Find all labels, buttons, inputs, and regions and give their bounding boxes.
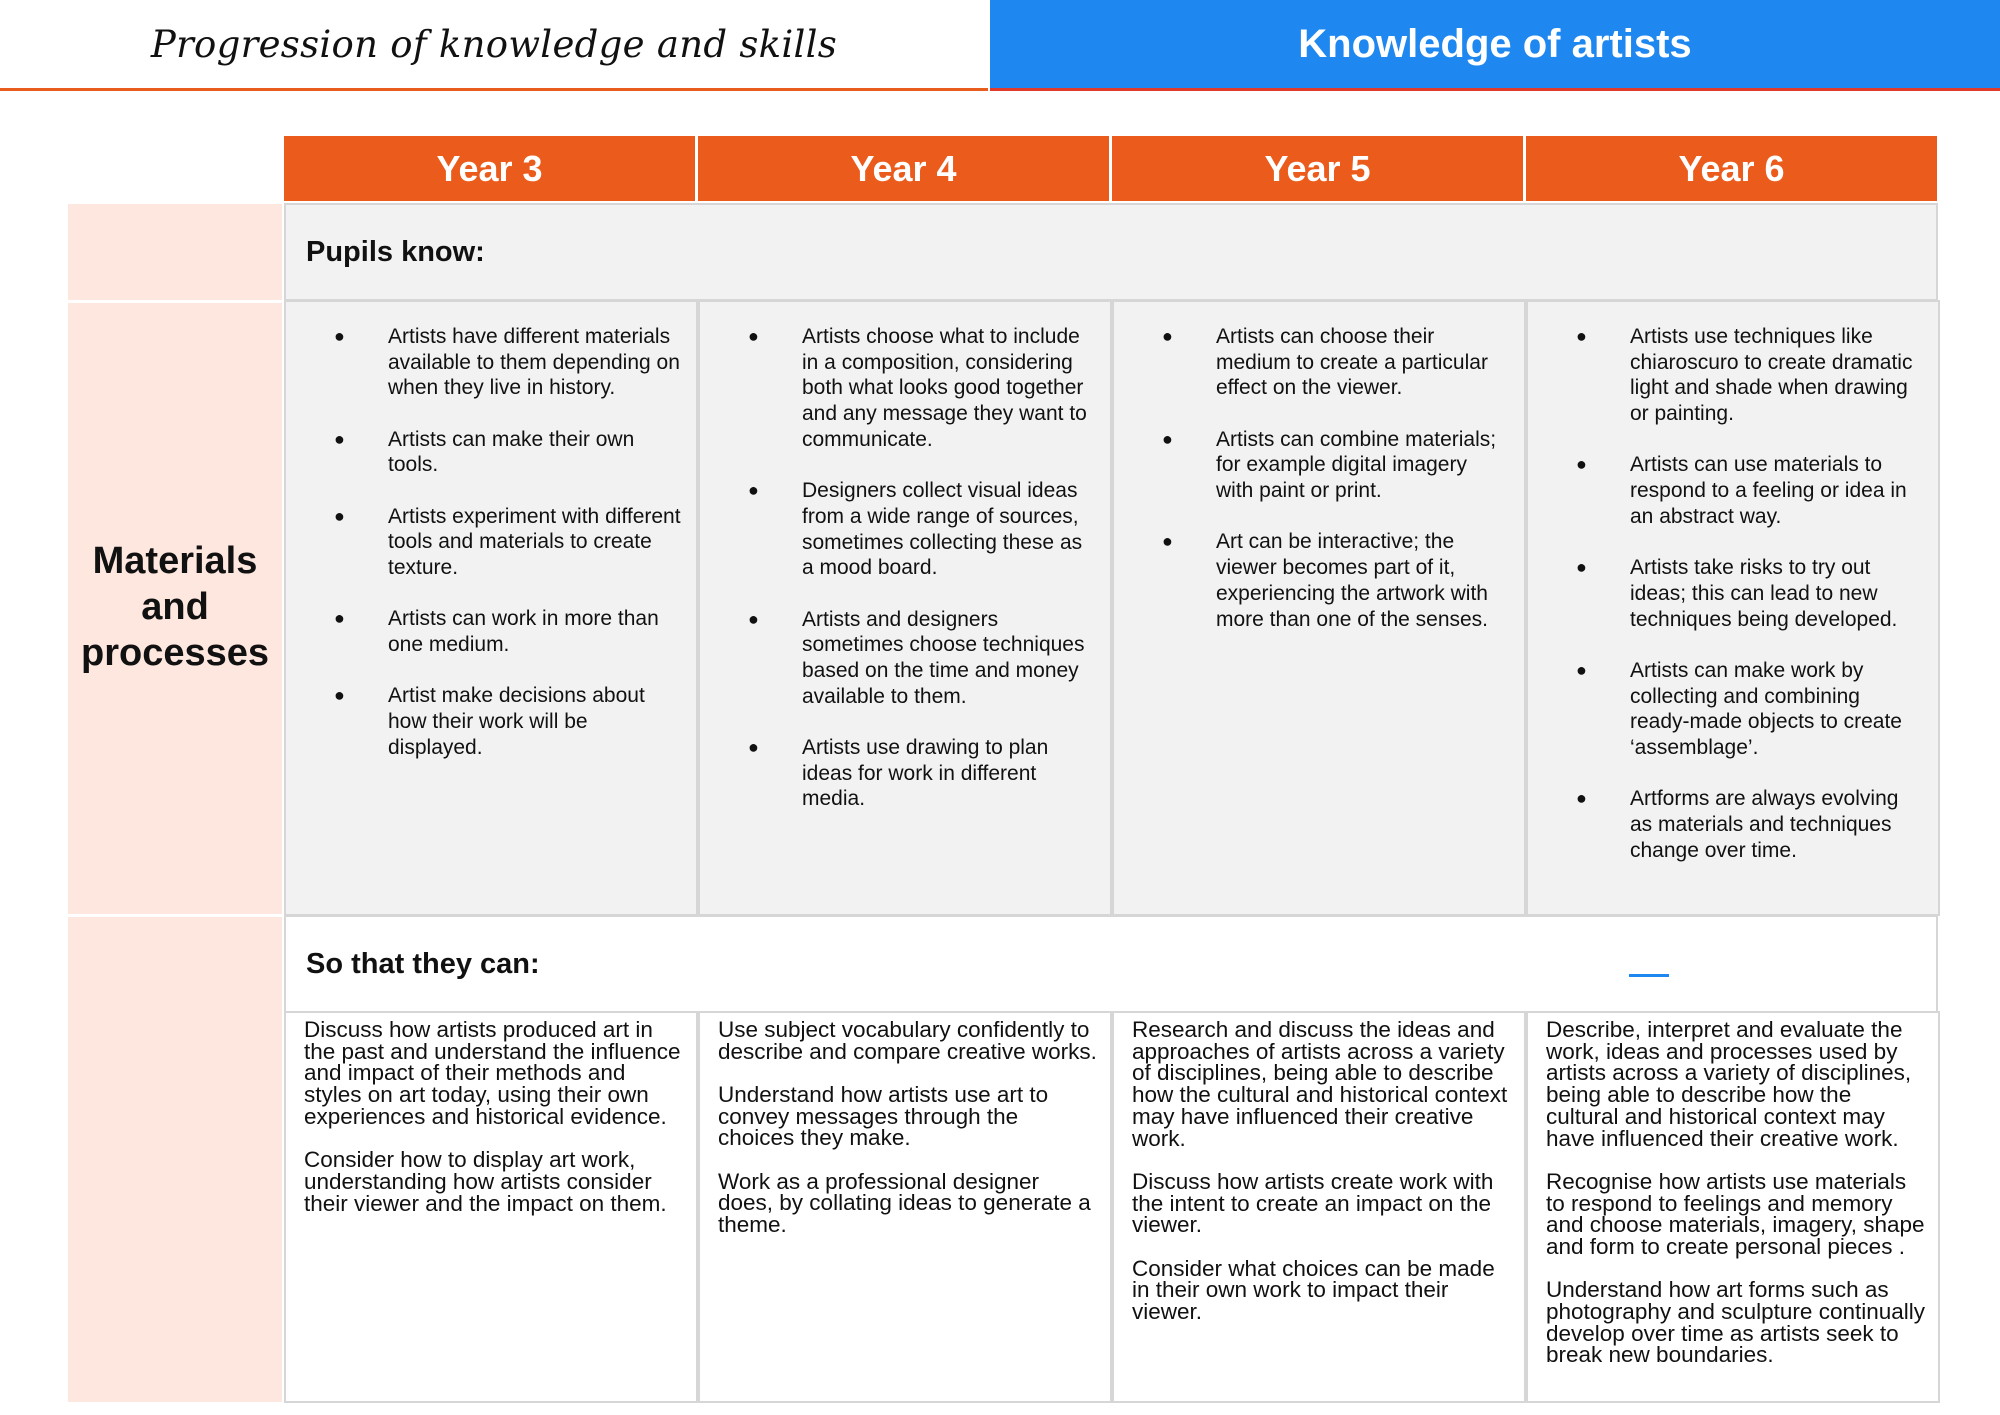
knowledge-item: ● Artists can use materials to respond to a feeling or idea in an abstract way.: [1576, 453, 1907, 528]
knowledge-item: ● Artists and designers sometimes choose techniques based on the time and money available to them.: [748, 607, 1085, 708]
year-6-header: Year 6: [1526, 136, 1937, 201]
knowledge-item: ● Artists can combine materials; for example digital imagery with paint or print.: [1162, 427, 1497, 503]
knowledge-item: ● Artists take risks to try out ideas; this can lead to new techniques being developed.: [1576, 556, 1898, 631]
knowledge-cell-year-3: [284, 300, 698, 916]
knowledge-item: ● Artists can work in more than one medium.: [334, 607, 659, 657]
skills-item: Work as a professional designer does, by collating ideas to generate a theme.: [718, 1168, 1091, 1238]
document-title-banner: [0, 0, 988, 91]
skills-item: Discuss how artists produced art in the past and understand the influence and impact of their methods and styles on art today, using their own experiences and historical evidence.: [304, 1017, 681, 1129]
knowledge-item: ● Artists can make work by collecting and combining ready-made objects to create ‘assemblage’.: [1576, 658, 1902, 759]
row-label: Materials and processes: [80, 540, 269, 674]
knowledge-item: ● Artists can make their own tools.: [334, 427, 635, 477]
year-5-header: Year 5: [1112, 136, 1523, 201]
row-label-background: [68, 917, 282, 1402]
knowledge-cell-year-4: [698, 300, 1112, 916]
knowledge-item: ● Designers collect visual ideas from a wide range of sources, sometimes collecting these as a mood board.: [748, 479, 1083, 580]
skills-item: Consider how to display art work, understanding how artists consider their viewer and the impact on them.: [304, 1147, 667, 1216]
row-label-background: [68, 204, 282, 300]
skills-cell-year-5: [1112, 1011, 1526, 1403]
knowledge-item: ● Art can be interactive; the viewer becomes part of it, experiencing the artwork with more than one of the senses.: [1162, 530, 1489, 631]
skills-item: Understand how art forms such as photography and sculpture continually develop over time as artists seek to break new boundaries.: [1546, 1277, 1926, 1368]
skills-item: Consider what choices can be made in their own work to impact their viewer.: [1132, 1255, 1495, 1324]
knowledge-item: ● Artists choose what to include in a composition, considering both what looks good together and any message they want to communicate.: [748, 325, 1087, 451]
pupils-know-label: Pupils know:: [306, 235, 485, 268]
skills-cell-year-3: [284, 1011, 698, 1403]
knowledge-item: ● Artists use techniques like chiaroscuro to create dramatic light and shade when drawing or painting.: [1576, 325, 1913, 426]
skills-item: Research and discuss the ideas and approaches of artists across a variety of disciplines, being able to describe how the cultural and historical context may have influenced their creative work.: [1132, 1017, 1508, 1151]
knowledge-cell-year-5: [1112, 300, 1526, 916]
skills-cell-year-6: [1526, 1011, 1940, 1403]
skills-item: Recognise how artists use materials to respond to feelings and memory and choose materials, imagery, shape and form to create personal pieces .: [1546, 1168, 1925, 1259]
section-title-banner: [990, 0, 2000, 91]
knowledge-item: ● Artist make decisions about how their work will be displayed.: [334, 684, 645, 759]
knowledge-item: ● Artists have different materials available to them depending on when they live in history.: [334, 325, 680, 400]
year-4-header: Year 4: [698, 136, 1109, 201]
knowledge-item: ● Artists can choose their medium to create a particular effect on the viewer.: [1162, 325, 1488, 400]
skills-item: Describe, interpret and evaluate the work, ideas and processes used by artists across a variety of disciplines, being able to describe how the cultural and historical context may have influenced their creative work.: [1546, 1017, 1912, 1151]
decorative-mark: [1629, 974, 1669, 977]
so-that-label: So that they can:: [306, 947, 540, 980]
knowledge-item: ● Artists use drawing to plan ideas for work in different media.: [748, 735, 1049, 811]
skills-item: Understand how artists use art to convey messages through the choices they make.: [718, 1082, 1049, 1151]
section-title: Knowledge of artists: [1298, 21, 1692, 66]
document-title: Progression of knowledge and skills: [150, 22, 838, 66]
knowledge-item: ● Artforms are always evolving as materials and techniques change over time.: [1576, 787, 1899, 862]
knowledge-cell-year-6: [1526, 300, 1940, 916]
skills-item: Use subject vocabulary confidently to describe and compare creative works.: [718, 1017, 1097, 1064]
knowledge-item: ● Artists experiment with different tools and materials to create texture.: [334, 504, 681, 580]
pupils-know-band: [284, 203, 1938, 301]
year-3-header: Year 3: [284, 136, 695, 201]
skills-cell-year-4: [698, 1011, 1112, 1403]
so-that-band: [284, 915, 1938, 1013]
skills-item: Discuss how artists create work with the intent to create an impact on the viewer.: [1132, 1168, 1494, 1238]
